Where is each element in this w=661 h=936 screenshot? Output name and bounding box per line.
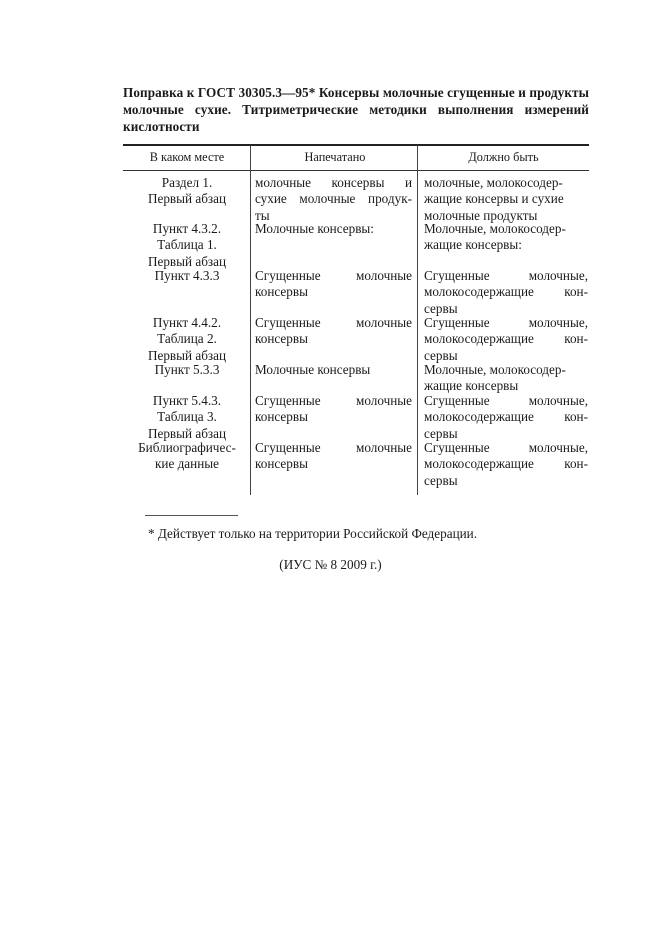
row-1-where-line: Раздел 1. [161, 175, 213, 190]
row-3-printed-line: Сгущенные молочные [255, 268, 412, 283]
row-1-should [424, 175, 588, 224]
row-2-where-line: Первый абзац [147, 253, 227, 269]
row-7-printed-line: консервы [255, 456, 308, 472]
row-3-should-line: сервы [424, 300, 458, 316]
row-7-where [123, 440, 251, 473]
row-7-should-line: Сгущенные молочные, [424, 440, 588, 455]
row-4-should-line: Сгущенные молочные, [424, 315, 588, 330]
row-1-printed-line: молочные консервы и [255, 175, 412, 190]
row-6-should-line: молокосодержащие кон- [424, 409, 588, 425]
row-6-should-line: сервы [424, 425, 458, 441]
row-3-should-line: Сгущенные молочные, [424, 268, 588, 283]
row-3-printed-line: консервы [255, 284, 308, 300]
row-1-where [123, 175, 251, 208]
row-6-where-line: Пункт 5.4.3. [152, 393, 222, 408]
row-7-printed [255, 440, 412, 473]
row-6-should-line: Сгущенные молочные, [424, 393, 588, 408]
row-6-printed-line: Сгущенные молочные [255, 393, 412, 408]
source-reference: (ИУС № 8 2009 г.) [279, 557, 382, 572]
row-7-where-line: кие данные [154, 456, 219, 472]
row-2-where-line: Таблица 1. [157, 237, 217, 253]
row-5-where [123, 362, 251, 378]
row-1-should-line: молочные, молокосодер- [424, 175, 563, 190]
row-1-printed-line: ты [255, 207, 270, 223]
header-printed: Напечатано [304, 150, 366, 164]
row-5-printed-line: Молочные консервы [255, 362, 371, 377]
row-6-should [424, 393, 588, 442]
row-1-printed-line: сухие молочные продук- [255, 191, 412, 207]
row-4-should [424, 315, 588, 364]
row-3-where-line: Пункт 4.3.3 [154, 268, 220, 283]
row-3-should-line: молокосодержащие кон- [424, 284, 588, 300]
row-5-should [424, 362, 588, 395]
table-header-rule [123, 170, 589, 171]
row-2-should-line: жащие консервы: [424, 237, 522, 253]
row-1-printed [255, 175, 412, 224]
row-6-printed-line: консервы [255, 409, 308, 425]
row-7-where-line: Библиографичес- [138, 440, 236, 455]
row-6-printed [255, 393, 412, 426]
table-top-rule [123, 144, 589, 146]
row-4-where-line: Пункт 4.4.2. [152, 315, 222, 330]
row-7-printed-line: Сгущенные молочные [255, 440, 412, 455]
row-6-where [123, 393, 251, 442]
row-5-printed [255, 362, 412, 378]
row-1-should-line: молочные продукты [424, 207, 538, 223]
row-2-where-line: Пункт 4.3.2. [152, 221, 222, 236]
row-4-should-line: молокосодержащие кон- [424, 331, 588, 347]
row-2-where [123, 221, 251, 270]
row-7-should-line: молокосодержащие кон- [424, 456, 588, 472]
row-4-where-line: Первый абзац [147, 347, 227, 363]
row-7-should-line: сервы [424, 472, 458, 488]
row-6-where-line: Таблица 3. [157, 409, 217, 425]
document-title: Поправка к ГОСТ 30305.3—95* Консервы молочные сгущенные и продукты молочные сухие. Титриметрические методики выполнения измерений кислотности [123, 85, 589, 134]
row-1-should-line: жащие консервы и сухие [424, 191, 564, 207]
row-4-printed-line: Сгущенные молочные [255, 315, 412, 330]
row-6-where-line: Первый абзац [147, 425, 227, 441]
footnote: * Действует только на территории Российской Федерации. [148, 526, 478, 541]
row-4-printed [255, 315, 412, 348]
row-4-printed-line: консервы [255, 331, 308, 347]
row-4-where [123, 315, 251, 364]
row-2-should [424, 221, 588, 254]
row-4-should-line: сервы [424, 347, 458, 363]
row-1-where-line: Первый абзац [147, 191, 227, 207]
row-3-printed [255, 268, 412, 301]
row-5-should-line: жащие консервы [424, 378, 519, 394]
row-2-printed-line: Молочные консервы: [255, 221, 374, 236]
row-5-should-line: Молочные, молокосодер- [424, 362, 566, 377]
header-should-be: Должно быть [468, 150, 539, 164]
column-divider-2 [417, 145, 418, 495]
header-where: В каком месте [149, 150, 225, 164]
footnote-rule [145, 515, 238, 516]
row-3-where [123, 268, 251, 284]
row-4-where-line: Таблица 2. [157, 331, 217, 347]
row-3-should [424, 268, 588, 317]
row-2-printed [255, 221, 412, 237]
row-2-should-line: Молочные, молокосодер- [424, 221, 566, 236]
row-5-where-line: Пункт 5.3.3 [154, 362, 220, 377]
row-7-should [424, 440, 588, 489]
